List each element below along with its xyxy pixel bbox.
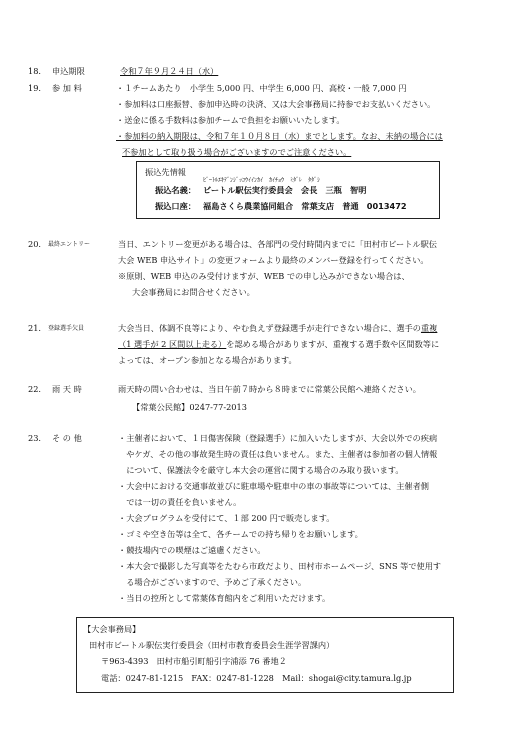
office-contact: 電話：0247-81-1215 FAX：0247-81-1228 Mail：shogai@city.tamura.lg.jp [101, 673, 412, 683]
transfer-account-value: 福島さくら農業協同組合 常葉支店 普通 0013472 [203, 201, 407, 211]
other-text: では一切の責任を負いません。 [118, 497, 242, 507]
vacancy-text [118, 322, 437, 335]
transfer-info-box [136, 161, 440, 219]
transfer-name-value: ビートル駅伝実行委員会 会長 三瓶 智明 [203, 185, 367, 195]
other-text: ・大会プログラムを受付にて、１部 200 円で販売します。 [118, 513, 335, 523]
other-text: ・当日の控所として常葉体育館内をご利用いただけます。 [118, 593, 331, 603]
rain-text: 雨天時の問い合わせは、当日午前７時から８時までに常葉公民館へ連絡ください。 [118, 384, 421, 394]
fee-text: ・参加料は口座振替、参加申込時の決済、又は大会事務局に持参でお支払いください。 [116, 99, 436, 109]
other-text: ・ゴミや空き缶等は全て、各チームでの持ち帰りをお願いします。 [118, 529, 363, 539]
rain-contact: 【常葉公民館】0247-77-2013 [132, 402, 247, 412]
office-title: 【大会事務局】 [83, 624, 141, 634]
section-number: 18. [28, 66, 42, 76]
other-text: やケガ、その他の事故発生時の責任は負いません。また、主催者は参加者の個人情報 [118, 449, 438, 459]
deadline-value: 令和７年９月２４日（水） [120, 66, 219, 76]
vacancy-text [118, 338, 439, 351]
fee-text: ・送金に係る手数料は参加チームで負担をお願いいたします。 [116, 115, 345, 125]
section-label: 登録選手欠員 [48, 325, 85, 332]
other-text: について、保護法令を厳守し本大会の運営に関する場合のみ取り扱います。 [118, 465, 404, 475]
section-number: 22. [28, 384, 42, 394]
vacancy-text-part: を認める場合がありますが、重複する選手数や区間数等に [226, 339, 440, 349]
office-org: 田村市ビートル駅伝実行委員会（田村市教育委員会生涯学習課内） [89, 640, 335, 650]
section-label: 申込期限 [52, 66, 85, 76]
fee-deadline-text: 不参加として取り扱う場合がございますのでご注意ください。 [122, 147, 352, 157]
other-text: る場合がございますので、予めご了承ください。 [118, 577, 307, 587]
entry-text: ※原則、WEB 申込のみ受付けますが、WEB での申し込みができない場合は、 [118, 271, 410, 281]
section-number: 20. [28, 239, 42, 249]
section-number: 21. [28, 323, 42, 333]
fee-deadline-text: ・参加料の納入期限は、令和７年１０月８日（水）までとします。なお、未納の場合には [116, 131, 443, 141]
section-label: 最終エントリー [48, 241, 91, 248]
entry-text: 大会事務局にお問合せください。 [132, 287, 255, 297]
office-address: 〒963-4393 田村市船引町船引字浦添 76 番地２ [101, 656, 287, 666]
other-text: ・本大会で撮影した写真等をたむら市政だより、田村市ホームページ、SNS 等で使用す [118, 561, 442, 571]
section-label: そ の 他 [52, 433, 82, 443]
transfer-info-title: 振込先情報 [145, 167, 186, 177]
transfer-name-ruby: ﾋﾞｰﾄﾙｴｷﾃﾞﾝｼﾞｯｺｳｲｲﾝｶｲ ｶｲﾁｮｳ ﾐﾀﾞﾚ ﾀﾀﾞｼ [203, 177, 321, 184]
section-label: 参 加 料 [52, 83, 82, 93]
other-text: ・大会中における交通事故並びに駐車場や駐車中の車の事故等については、主催者側 [118, 481, 429, 491]
transfer-name-label: 振込名義： [155, 185, 196, 195]
entry-text: 当日、エントリー変更がある場合は、各部門の受付時間内までに「田村市ビートル駅伝 [118, 239, 437, 249]
other-text: ・主催者において、１日傷害保険（登録選手）に加入いたしますが、大会以外での疾病 [118, 433, 438, 443]
vacancy-text-part: 大会当日、体調不良等により、やむ負えず登録選手が走行できない場合に、選手の [118, 323, 421, 333]
fee-text: ・１チームあたり 小学生 5,000 円、中学生 6,000 円、高校・一般 7,000 円 [116, 83, 407, 93]
vacancy-emphasis: （1 選手が 2 区間以上走る） [118, 339, 227, 349]
other-text: ・競技場内での喫煙はご遠慮ください。 [118, 545, 266, 555]
section-number: 19. [28, 83, 42, 93]
vacancy-text: よっては、オープン参加となる場合があります。 [118, 355, 297, 365]
entry-text: 大会 WEB 申込サイト」の変更フォームより最終のメンバー登録を行ってください。 [118, 255, 429, 265]
transfer-account-label: 振込口座： [155, 201, 196, 211]
vacancy-emphasis: 重複 [420, 323, 438, 333]
section-label: 雨 天 時 [52, 384, 82, 394]
office-info-box [76, 617, 454, 693]
section-number: 23. [28, 433, 42, 443]
